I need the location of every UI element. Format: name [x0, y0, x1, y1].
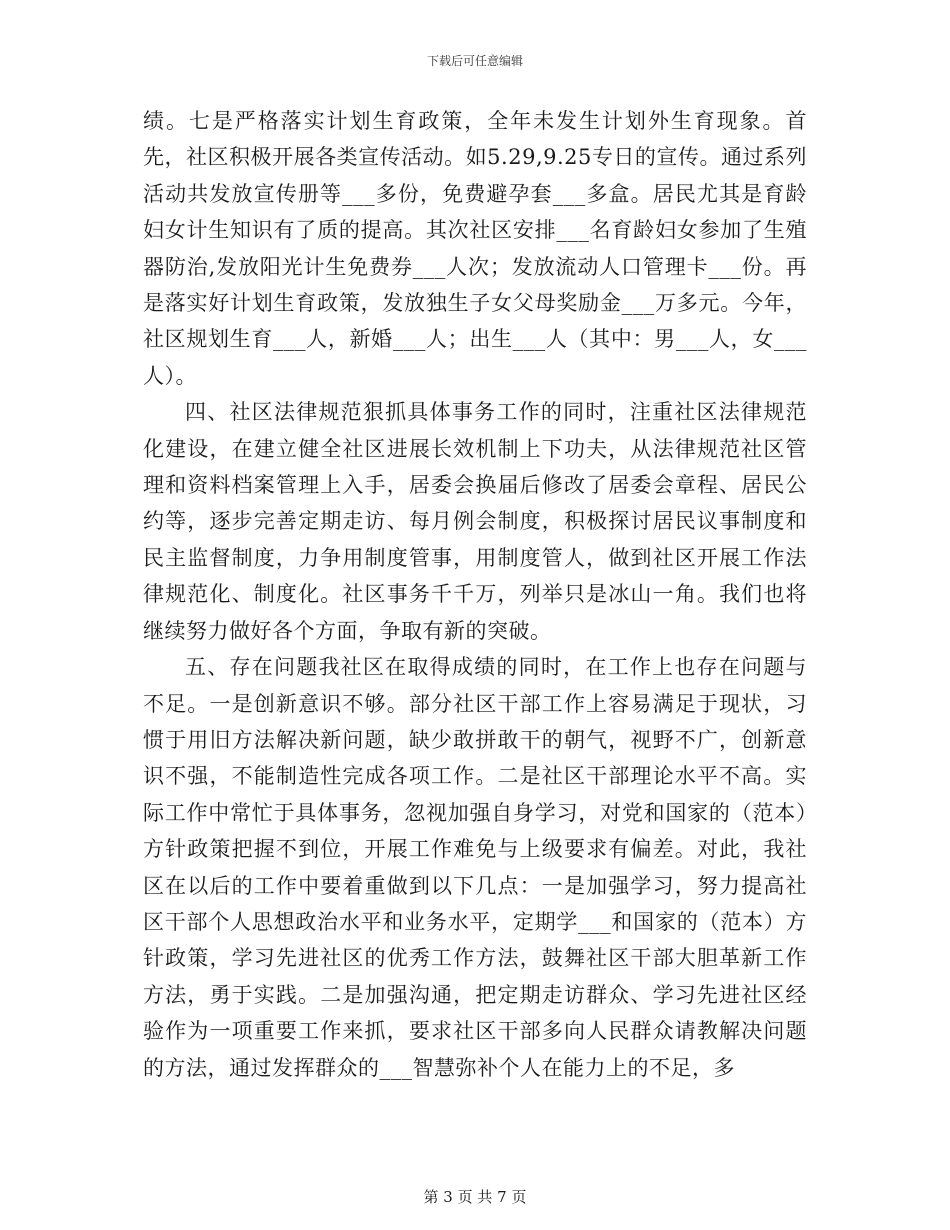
paragraph-existing-problems: 五、存在问题我社区在取得成绩的同时，在工作上也存在问题与不足。一是创新意识不够。部分社区干部工作上容易满足于现状，习惯于用旧方法解决新问题，缺少敢拼敢干的朝气，视野不广，创新意识不强，不能制造性完成各项工作。二是社区干部理论水平不高。实际工作中常忙于具体事务，忽视加强自身学习，对党和国家的（范本）方针政策把握不到位，开展工作难免与上级要求有偏差。对此，我社区在以后的工作中要着重做到以下几点：一是加强学习，努力提高社区干部个人思想政治水平和业务水平，定期学___和国家的（范本）方针政策，学习先进社区的优秀工作方法，鼓舞社区干部大胆革新工作方法，勇于实践。二是加强沟通，把定期走访群众、学习先进社区经验作为一项重要工作来抓，要求社区干部多向人民群众请教解决问题的方法，通过发挥群众的___智慧弥补个人在能力上的不足，多 [143, 655, 807, 1080]
page-header: 下载后可任意编辑 [426, 54, 523, 68]
page-footer: 第 3 页 共 7 页 [423, 1188, 527, 1206]
paragraph-planned-birth: 绩。七是严格落实计划生育政策，全年未发生计划外生育现象。首先，社区积极开展各类宣传活动。如5.29,9.25专日的宣传。通过系列活动共发放宣传册等___多份，免费避孕套___多盒。居民尤其是育龄妇女计生知识有了质的提高。其次社区安排___名育龄妇女参加了生殖器防治,发放阳光计生免费券___人次；发放流动人口管理卡___份。再是落实好计划生育政策，发放独生子女父母奖励金___万多元。今年，社区规划生育___人，新婚___人；出生___人（其中：男___人，女___人）。 [143, 109, 807, 388]
document-body [143, 103, 807, 1086]
paragraph-legal-standardization: 四、社区法律规范狠抓具体事务工作的同时，注重社区法律规范化建设，在建立健全社区进展长效机制上下功夫，从法律规范社区管理和资料档案管理上入手，居委会换届后修改了居委会章程、居民公约等，逐步完善定期走访、每月例会制度，积极探讨居民议事制度和民主监督制度，力争用制度管事，用制度管人，做到社区开展工作法律规范化、制度化。社区事务千千万，列举只是冰山一角。我们也将继续努力做好各个方面，争取有新的突破。 [143, 400, 807, 643]
